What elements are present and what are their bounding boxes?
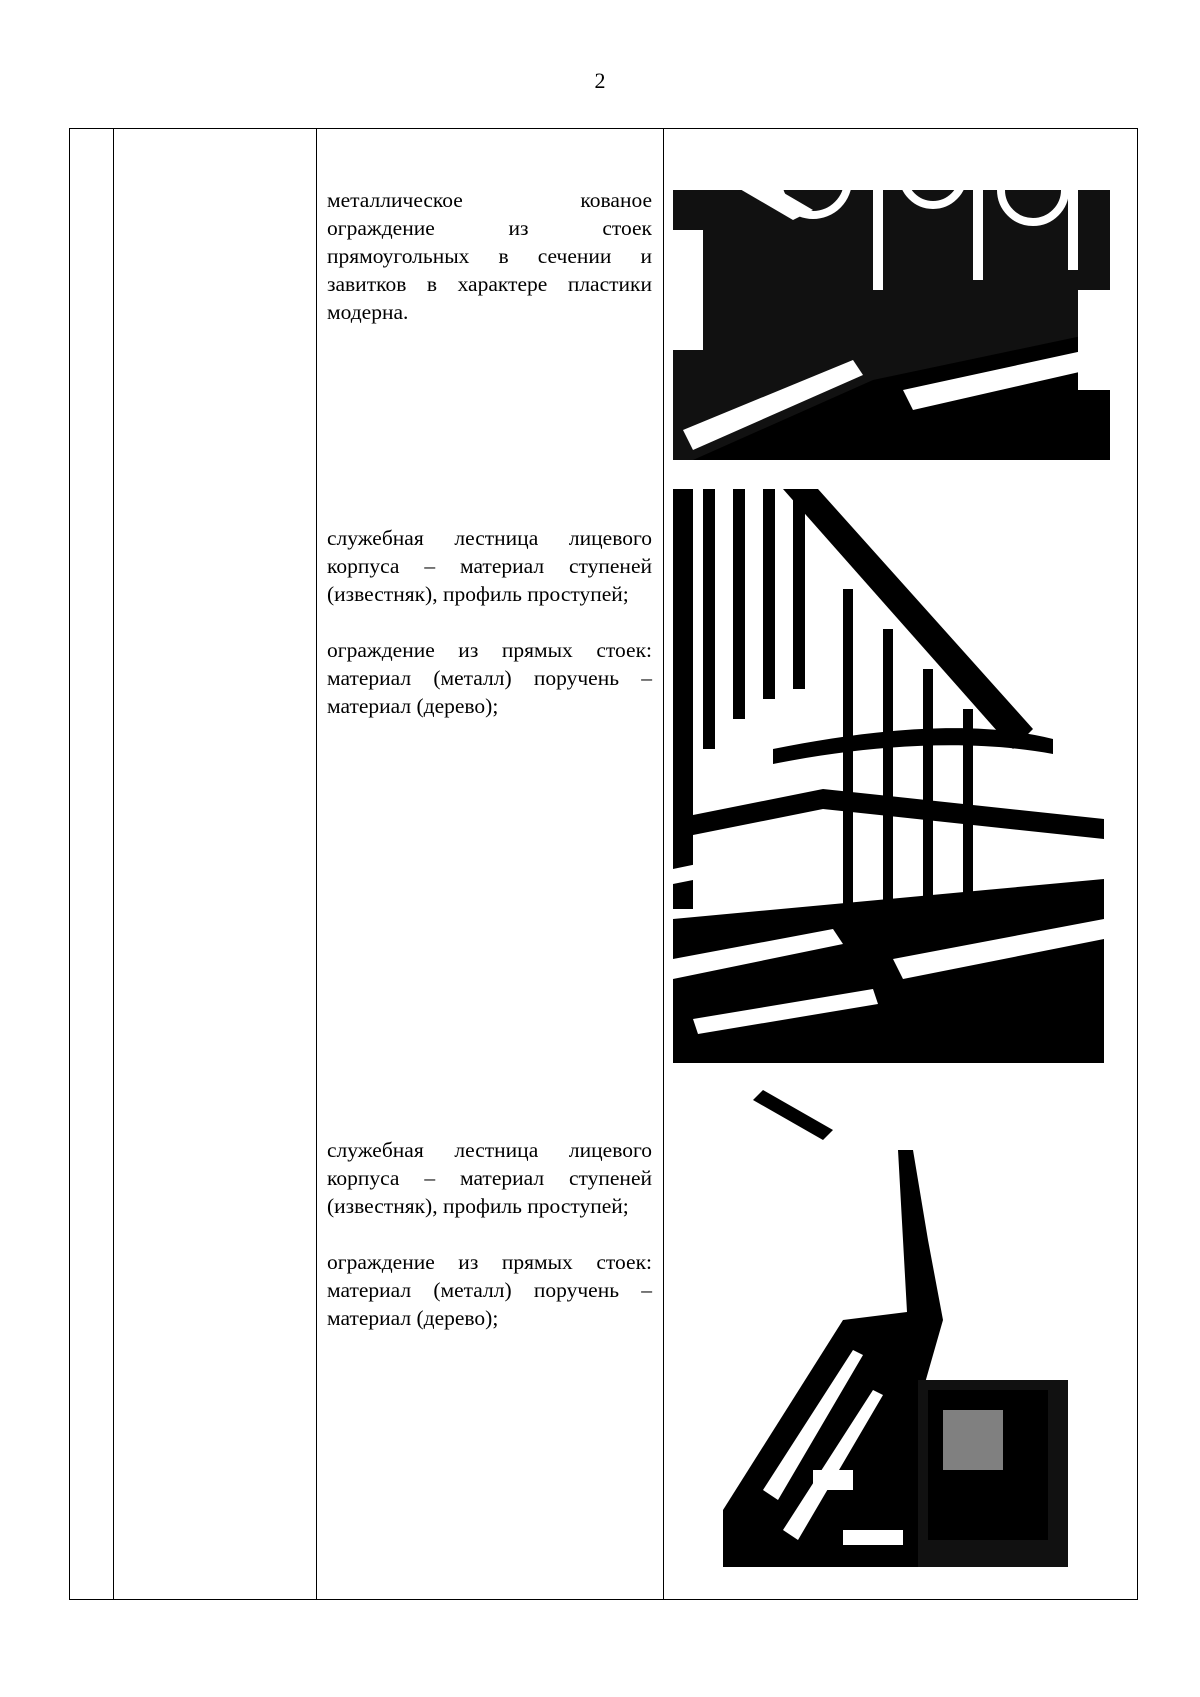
page-number: 2: [594, 68, 606, 93]
row-2-photo-staircase: [673, 489, 1104, 1063]
row-3-photo-stairwell: [723, 1090, 1068, 1567]
row-1-paragraph-1: металлическое кованое ограждение из стоек прямоугольных в сечении и завитков в характере пластики модерна.: [327, 188, 652, 324]
row-1-photo-railing: [673, 130, 1110, 460]
row-3-description: [327, 1136, 652, 1332]
row-2-paragraph-2: ограждение из прямых стоек: материал (металл) поручень – материал (дерево);: [327, 638, 652, 718]
row-2-paragraph-1: служебная лестница лицевого корпуса – материал ступеней (известняк), профиль проступей;: [327, 526, 652, 606]
row-3-paragraph-2: ограждение из прямых стоек: материал (металл) поручень – материал (дерево);: [327, 1250, 652, 1330]
column-divider-2: [316, 129, 317, 1599]
column-divider-1: [113, 129, 114, 1599]
column-divider-3: [663, 129, 664, 1599]
row-3-paragraph-1: служебная лестница лицевого корпуса – материал ступеней (известняк), профиль проступей;: [327, 1138, 652, 1218]
row-2-description: [327, 524, 652, 720]
row-1-description: [327, 186, 652, 326]
